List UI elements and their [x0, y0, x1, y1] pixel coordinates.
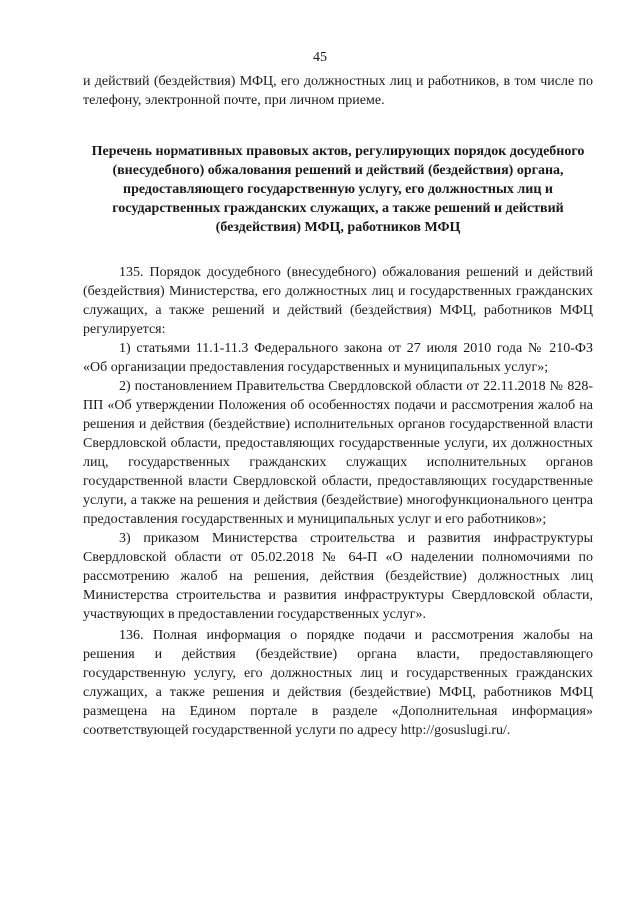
list-item-1: 1) статьями 11.1-11.3 Федерального закона от 27 июля 2010 года № 210-ФЗ «Об организации предоставления государственных и муниципальных услуг»; [83, 341, 593, 375]
section-heading: Перечень нормативных правовых актов, регулирующих порядок досудебного (внесудебного) обжалования решений и действий (бездействия) органа, предоставляющего государственную услугу, его должностных лиц и государственных гражданских служащих, а также решений и действий (бездействия) МФЦ, работников МФЦ [91, 144, 585, 235]
paragraph-136: 136. Полная информация о порядке подачи и рассмотрения жалобы на решения и действия (бездействие) органа власти, предоставляющего государственную услугу, его должностных лиц и государственных гражданских служащих, а также решения и действия (бездействие) МФЦ, работников МФЦ размещена на Едином портале в разделе «Дополнительная информация» соответствующей государственной услуги по адресу http://gosuslugi.ru/. [83, 628, 593, 738]
paragraph-135: 135. Порядок досудебного (внесудебного) обжалования решений и действий (бездействия) Министерства, его должностных лиц и государственных гражданских служащих, а также решений и действий (бездействия) МФЦ, работников МФЦ регулируется: [83, 265, 593, 337]
page-number: 45 [313, 50, 327, 65]
list-item-3: 3) приказом Министерства строительства и развития инфраструктуры Свердловской области от 05.02.2018 № 64-П «О наделении полномочиями по рассмотрению жалоб на решения, действия (бездействие) должностных лиц Министерства строительства и развития инфраструктуры Свердловской области, участвующих в предоставлении государственных услуг». [83, 531, 593, 622]
document-body [83, 72, 593, 740]
list-item-2: 2) постановлением Правительства Свердловской области от 22.11.2018 № 828-ПП «Об утверждении Положения об особенностях подачи и рассмотрения жалоб на решения и действия (бездействие) исполнительных органов государственной власти Свердловской области, предоставляющих государственные услуги, их должностных лиц, государственных гражданских служащих исполнительных органов государственной власти Свердловской области, предоставляющих государственные услуги, а также на решения и действия (бездействие) многофункционального центра предоставления государственных и муниципальных услуг и его работников»; [83, 379, 593, 527]
intro-paragraph: и действий (бездействия) МФЦ, его должностных лиц и работников, в том числе по телефону, электронной почте, при личном приеме. [83, 74, 593, 108]
